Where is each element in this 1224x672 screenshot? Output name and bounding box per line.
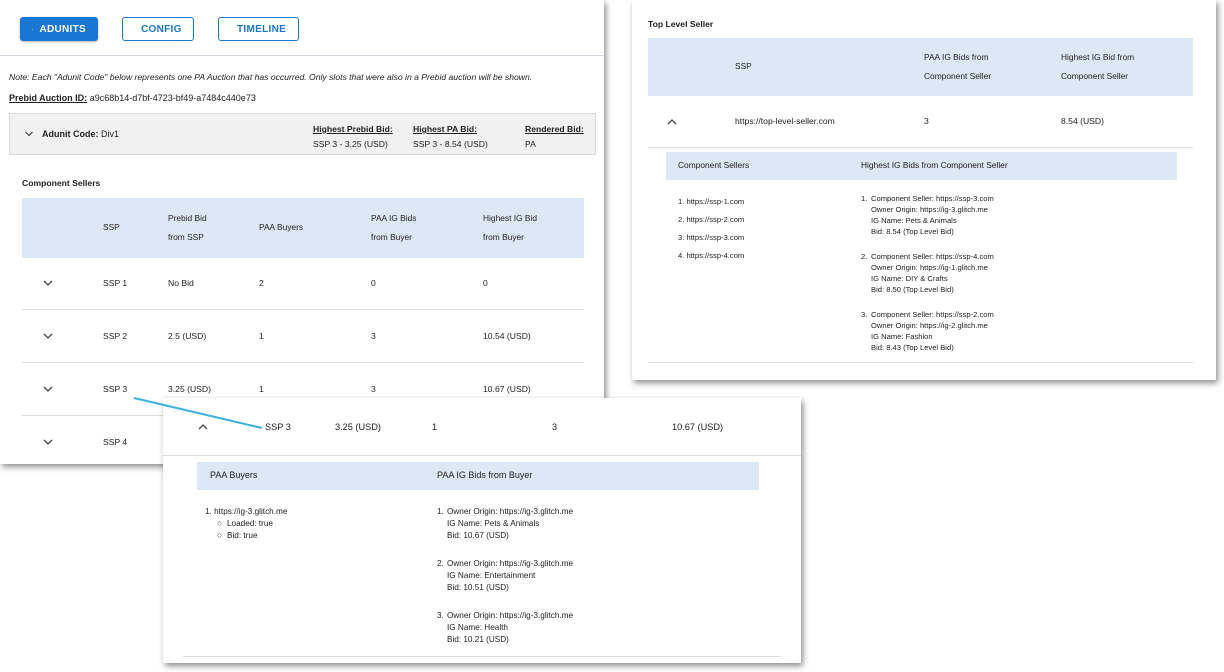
list-item: 2. Component Seller: https://ssp-4.com Owner Origin: https://ig-1.glitch.me IG Name: DIY & Crafts Bid: 8.50 (Top Level Bid) xyxy=(861,252,994,294)
sub-col-paa-ig-bids: PAA IG Bids from Buyer xyxy=(437,470,533,480)
chevron-up-icon[interactable] xyxy=(666,116,678,128)
paa-ig-bids-list xyxy=(437,506,573,646)
tab-config[interactable] xyxy=(122,17,194,41)
list-item[interactable]: 1. https://ig-3.glitch.me xyxy=(205,507,288,516)
row-ssp: https://top-level-seller.com xyxy=(735,116,835,126)
row-prebid: No Bid xyxy=(168,278,194,288)
row-highest: 10.54 (USD) xyxy=(483,331,531,341)
adunit-title xyxy=(24,129,119,139)
chevron-down-icon[interactable] xyxy=(24,129,34,139)
highest-prebid-label: Highest Prebid Bid: xyxy=(313,124,393,134)
table-row[interactable] xyxy=(22,258,584,310)
row-buyers: 2 xyxy=(259,278,264,288)
rendered-label: Rendered Bid: xyxy=(525,124,584,134)
buyer-bid: ○ Bid: true xyxy=(217,531,258,540)
tab-adunits-label: ADUNITS xyxy=(39,23,86,35)
component-sellers-header xyxy=(22,198,584,258)
list-item[interactable]: 3. https://ssp-3.com xyxy=(678,233,745,242)
component-sellers-list xyxy=(678,193,744,265)
ssp3-row[interactable] xyxy=(163,398,801,456)
row-highest: 0 xyxy=(483,278,488,288)
highest-bids-list xyxy=(861,193,994,353)
list-item[interactable]: 2. https://ssp-2.com xyxy=(678,215,745,224)
list-item: 3. Component Seller: https://ssp-2.com Owner Origin: https://ig-2.glitch.me IG Name: Fashion Bid: 8.43 (Top Level Bid) xyxy=(861,310,994,352)
row-prebid: 3.25 (USD) xyxy=(335,422,381,432)
col-ssp: SSP xyxy=(735,61,752,71)
row-ig-bids: 3 xyxy=(552,422,558,432)
list-item: 1. Owner Origin: https://ig-3.glitch.me IG Name: Pets & Animals Bid: 10.67 (USD) xyxy=(437,507,574,540)
row-ssp: SSP 3 xyxy=(265,422,291,432)
row-buyers: 1 xyxy=(432,422,438,432)
adunits-panel xyxy=(0,0,604,464)
col-paa-buyers: PAA Buyers xyxy=(259,222,304,232)
tab-config-label: CONFIG xyxy=(141,23,182,35)
row-highest: 8.54 (USD) xyxy=(1061,116,1104,126)
row-highest: 10.67 (USD) xyxy=(483,384,531,394)
auction-id-label: Prebid Auction ID: xyxy=(9,93,88,103)
col-paa-ig-bids: PAA IG Bids from Buyer xyxy=(371,213,417,242)
row-ig-bids: 3 xyxy=(371,384,376,394)
adunit-code-value: Div1 xyxy=(101,129,120,139)
buyer-loaded: ○ Loaded: true xyxy=(217,519,273,528)
highest-pa-label: Highest PA Bid: xyxy=(413,124,477,134)
col-highest-ig: Highest IG Bid from Buyer xyxy=(483,213,537,242)
highest-pa-summary xyxy=(413,122,488,152)
row-paa: 3 xyxy=(924,116,929,126)
paa-buyers-list xyxy=(205,506,287,542)
top-level-seller-header xyxy=(648,38,1193,96)
row-prebid: 2.5 (USD) xyxy=(168,331,207,341)
tab-timeline[interactable] xyxy=(218,17,299,41)
col-highest-ig: Highest IG Bid from Component Seller xyxy=(1061,52,1135,81)
list-item: 1. Component Seller: https://ssp-3.com Owner Origin: https://ig-3.glitch.me IG Name: Pets & Animals Bid: 8.54 (Top Level Bid) xyxy=(861,194,994,236)
row-ssp: SSP 3 xyxy=(103,384,128,394)
row-ssp: SSP 1 xyxy=(103,278,128,288)
divider xyxy=(183,656,781,657)
row-ssp: SSP 4 xyxy=(103,437,128,447)
chevron-up-icon[interactable] xyxy=(197,421,209,433)
row-buyers: 1 xyxy=(259,331,264,341)
row-ig-bids: 0 xyxy=(371,278,376,288)
chevron-down-icon[interactable] xyxy=(42,383,54,395)
sub-col-paa-buyers: PAA Buyers xyxy=(210,470,258,480)
chevron-down-icon[interactable] xyxy=(42,330,54,342)
table-row[interactable] xyxy=(22,311,584,363)
component-sellers-subheader xyxy=(666,152,1177,180)
adunit-accordion-header[interactable] xyxy=(9,113,596,155)
prebid-auction-id xyxy=(9,93,256,103)
row-buyers: 1 xyxy=(259,384,264,394)
divider xyxy=(648,362,1193,370)
auction-note: Note: Each "Adunit Code" below represents one PA Auction that has occurred. Only slots that were also in a Prebid auction will be shown. xyxy=(9,72,533,82)
top-level-seller-panel xyxy=(632,0,1216,380)
adunit-code-label: Adunit Code: xyxy=(42,129,99,139)
sub-col-component-sellers: Component Sellers xyxy=(678,160,750,170)
row-highest: 10.67 (USD) xyxy=(672,422,724,432)
auction-id-value: a9c68b14-d7bf-4723-bf49-a7484c440e73 xyxy=(89,93,256,103)
highest-pa-value: SSP 3 - 8.54 (USD) xyxy=(413,139,488,149)
row-ig-bids: 3 xyxy=(371,331,376,341)
chevron-down-icon[interactable] xyxy=(42,277,54,289)
row-prebid: 3.25 (USD) xyxy=(168,384,211,394)
tab-timeline-label: TIMELINE xyxy=(237,23,287,35)
list-item: 3. Owner Origin: https://ig-3.glitch.me IG Name: Health Bid: 10.21 (USD) xyxy=(437,611,574,644)
col-prebid: Prebid Bid from SSP xyxy=(168,213,207,242)
highest-prebid-value: SSP 3 - 3.25 (USD) xyxy=(313,139,388,149)
tab-adunits[interactable] xyxy=(20,17,98,41)
highest-prebid-summary xyxy=(313,122,393,152)
col-ssp: SSP xyxy=(103,222,120,232)
top-level-seller-title: Top Level Seller xyxy=(648,19,714,29)
tab-bar xyxy=(0,0,604,56)
col-paa-ig-bids: PAA IG Bids from Component Seller xyxy=(924,52,992,81)
top-level-seller-row[interactable] xyxy=(648,96,1193,148)
paa-buyers-subheader xyxy=(197,462,759,490)
list-item: 2. Owner Origin: https://ig-3.glitch.me IG Name: Entertainment Bid: 10.51 (USD) xyxy=(437,559,574,592)
expanded-ssp3-panel xyxy=(163,398,801,663)
sub-col-highest-bids: Highest IG Bids from Component Seller xyxy=(861,160,1008,170)
list-item[interactable]: 1. https://ssp-1.com xyxy=(678,197,745,206)
list-item[interactable]: 4. https://ssp-4.com xyxy=(678,251,745,260)
device-icon xyxy=(32,24,33,35)
rendered-value: PA xyxy=(525,139,536,149)
row-ssp: SSP 2 xyxy=(103,331,128,341)
chevron-down-icon[interactable] xyxy=(42,436,54,448)
rendered-summary xyxy=(525,122,584,152)
component-sellers-title: Component Sellers xyxy=(22,178,101,188)
